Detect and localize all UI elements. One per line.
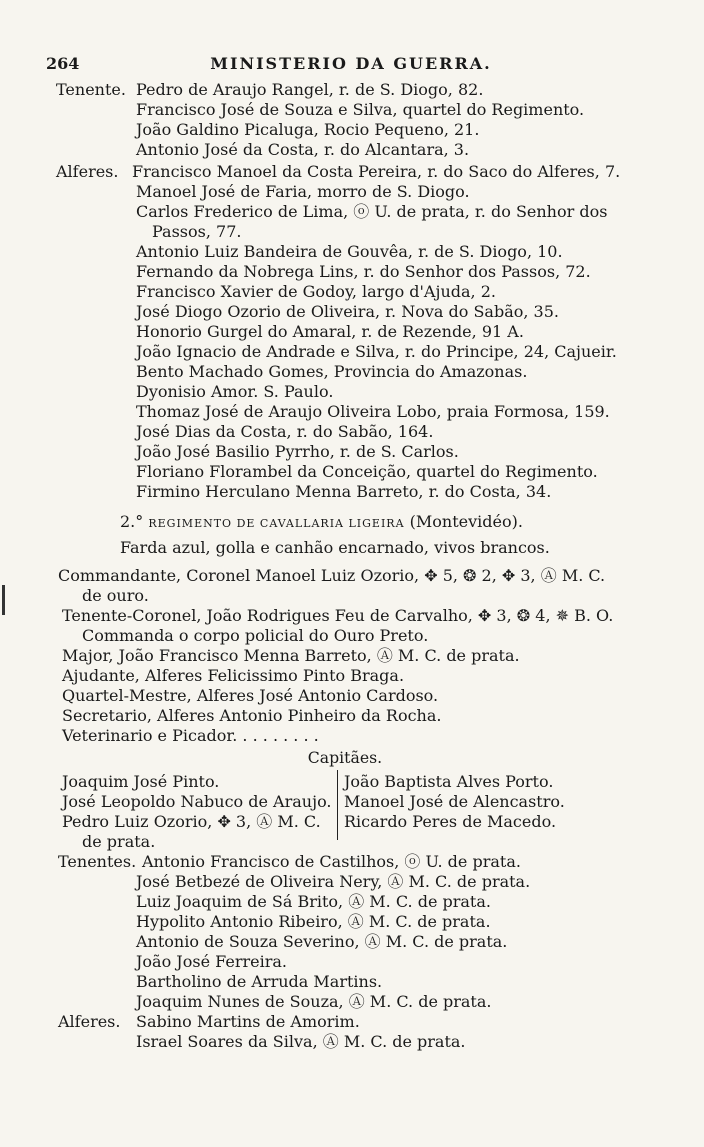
tenente-line: Antonio Francisco de Castilhos, ⓞ U. de prata. (142, 852, 521, 871)
entry-line: Bento Machado Gomes, Provincia do Amazonas. (136, 362, 528, 381)
entry-line: Antonio José da Costa, r. do Alcantara, 3. (136, 140, 470, 159)
alferes-line: Israel Soares da Silva, Ⓐ M. C. de prata. (136, 1032, 466, 1051)
staff-line: Quartel-Mestre, Alferes José Antonio Cardoso. (62, 686, 439, 705)
entry-line: José Diogo Ozorio de Oliveira, r. Nova do Sabão, 35. (136, 302, 559, 321)
entry-line: Antonio Luiz Bandeira de Gouvêa, r. de S. Diogo, 10. (136, 242, 563, 261)
tenente-line: Antonio de Souza Severino, Ⓐ M. C. de prata. (136, 932, 508, 951)
page-header (46, 54, 656, 78)
staff-line: Commandante, Coronel Manoel Luiz Ozorio, ✥ 5, ❂ 2, ✥ 3, Ⓐ M. C. (58, 566, 606, 585)
tenente-line: João José Ferreira. (136, 952, 287, 971)
captain-right: Ricardo Peres de Macedo. (344, 812, 557, 831)
captain-right: Manoel José de Alencastro. (344, 792, 565, 811)
staff-line: de ouro. (82, 586, 149, 605)
captain-left: Joaquim José Pinto. (62, 772, 220, 791)
captain-left: Pedro Luiz Ozorio, ✥ 3, Ⓐ M. C. (62, 812, 321, 831)
entry-line: Fernando da Nobrega Lins, r. do Senhor dos Passos, 72. (136, 262, 591, 281)
column-divider (337, 770, 338, 840)
rank-label-alferes: Alferes. (56, 162, 119, 181)
regiment-number: 2.° (120, 512, 144, 531)
entry-line: Floriano Florambel da Conceição, quartel do Regimento. (136, 462, 598, 481)
capitaes-heading: Capitães. (307, 748, 383, 767)
entry-line: Francisco José de Souza e Silva, quartel do Regimento. (136, 100, 585, 119)
alferes-line: Sabino Martins de Amorim. (136, 1012, 360, 1031)
tenente-line: Bartholino de Arruda Martins. (136, 972, 383, 991)
staff-line: Commanda o corpo policial do Ouro Preto. (82, 626, 429, 645)
captain-left: José Leopoldo Nabuco de Araujo. (62, 792, 332, 811)
rank-label-tenentes: Tenentes. (58, 852, 137, 871)
uniform-description: Farda azul, golla e canhão encarnado, vivos brancos. (120, 538, 550, 557)
tenente-line: Luiz Joaquim de Sá Brito, Ⓐ M. C. de prata. (136, 892, 491, 911)
captain-right: João Baptista Alves Porto. (344, 772, 554, 791)
entry-line: Pedro de Araujo Rangel, r. de S. Diogo, 82. (136, 80, 484, 99)
staff-line: Tenente-Coronel, João Rodrigues Feu de Carvalho, ✥ 3, ❂ 4, ✵ B. O. (62, 606, 614, 625)
entry-line: Francisco Manoel da Costa Pereira, r. do Saco do Alferes, 7. (132, 162, 621, 181)
rank-label-tenente: Tenente. (56, 80, 126, 99)
tenente-line: Joaquim Nunes de Souza, Ⓐ M. C. de prata. (136, 992, 492, 1011)
rank-label-alferes: Alferes. (58, 1012, 121, 1031)
page-number: 264 (46, 54, 80, 73)
staff-line: Veterinario e Picador. . . . . . . . . (62, 726, 319, 745)
entry-line: João José Basilio Pyrrho, r. de S. Carlos. (136, 442, 459, 461)
regiment-name: REGIMENTO DE CAVALLARIA LIGEIRA (148, 517, 405, 530)
entry-line: Manoel José de Faria, morro de S. Diogo. (136, 182, 470, 201)
entry-line: Passos, 77. (152, 222, 242, 241)
entry-line: Carlos Frederico de Lima, ⓞ U. de prata, r. do Senhor dos (136, 202, 608, 221)
tenente-line: José Betbezé de Oliveira Nery, Ⓐ M. C. de prata. (136, 872, 531, 891)
entry-line: Dyonisio Amor. S. Paulo. (136, 382, 334, 401)
regiment-heading (120, 512, 523, 534)
staff-line: Major, João Francisco Menna Barreto, Ⓐ M. C. de prata. (62, 646, 520, 665)
staff-line: Secretario, Alferes Antonio Pinheiro da Rocha. (62, 706, 442, 725)
regiment-place: (Montevidéo). (409, 512, 523, 531)
staff-line: Ajudante, Alferes Felicissimo Pinto Braga. (62, 666, 405, 685)
entry-line: Francisco Xavier de Godoy, largo d'Ajuda, 2. (136, 282, 496, 301)
captain-left: de prata. (82, 832, 156, 851)
entry-line: João Galdino Picaluga, Rocio Pequeno, 21. (136, 120, 480, 139)
entry-line: Firmino Herculano Menna Barreto, r. do Costa, 34. (136, 482, 552, 501)
entry-line: Honorio Gurgel do Amaral, r. de Rezende, 91 A. (136, 322, 524, 341)
tenente-line: Hypolito Antonio Ribeiro, Ⓐ M. C. de prata. (136, 912, 491, 931)
running-head: MINISTERIO DA GUERRA. (210, 54, 492, 73)
margin-mark (2, 585, 5, 615)
entry-line: Thomaz José de Araujo Oliveira Lobo, praia Formosa, 159. (136, 402, 610, 421)
entry-line: João Ignacio de Andrade e Silva, r. do Principe, 24, Cajueir. (136, 342, 617, 361)
entry-line: José Dias da Costa, r. do Sabão, 164. (136, 422, 434, 441)
